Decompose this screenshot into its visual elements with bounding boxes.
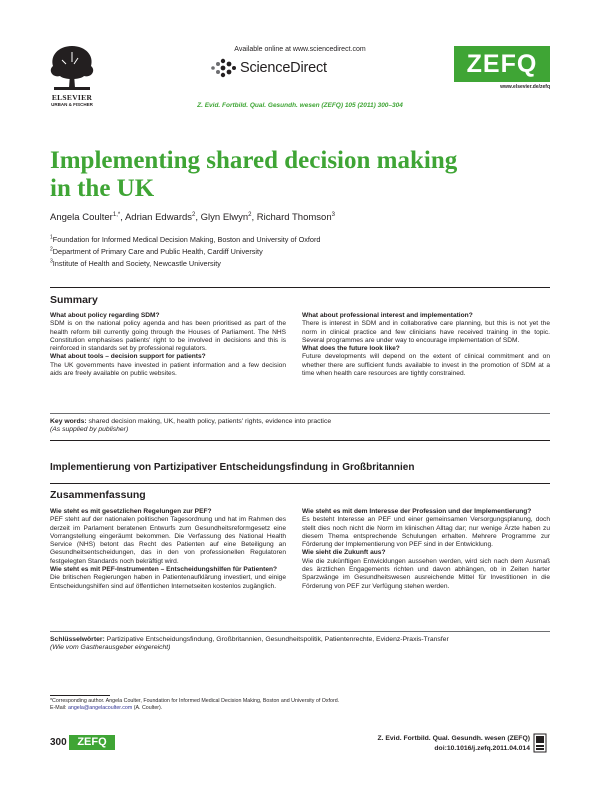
keywords-divider	[50, 631, 550, 632]
author-name: Richard Thomson	[256, 212, 332, 223]
keywords-note: (Wie vom Gastherausgeber eingereicht)	[50, 644, 171, 652]
keywords-label: Schlüsselwörter:	[50, 636, 105, 643]
doi-link[interactable]: doi:10.1016/j.zefq.2011.04.014	[434, 745, 530, 752]
author-name: Glyn Elwyn	[200, 212, 249, 223]
journal-citation: Z. Evid. Fortbild. Qual. Gesundh. wesen (ZEFQ) 105 (2011) 300–304	[197, 102, 403, 109]
title-line-2: in the UK	[50, 175, 155, 202]
summary-question: What about policy regarding SDM?	[50, 312, 160, 319]
summary-answer: Die britischen Regierungen haben in Patientenaufklärung investiert, und einige Entscheidungshilfen sind auf öffentlichen Internetseiten kostenlos zugänglich.	[50, 574, 286, 590]
summary-answer: Es besteht Interesse an PEF und einer gemeinsamen Versorgungsplanung, doch stellt dies noch nicht die Norm im klinischen Alltag dar; nur wenige Ärzte haben zu diesem Thema entsprechende Schulungen erhalten. Mehrere Programme zur Förderung der Implementierung von PEF sind in der Entwicklung.	[302, 516, 550, 549]
corresponding-author-footnote	[50, 698, 339, 712]
author-affiliation-sup: 3	[331, 211, 335, 218]
summary-question: Wie sieht die Zukunft aus?	[302, 549, 386, 557]
german-right-column	[302, 508, 550, 591]
author-affiliation-sup: 1,*	[112, 211, 121, 218]
footer-journal-name: Z. Evid. Fortbild. Qual. Gesundh. wesen (ZEFQ)	[377, 735, 530, 742]
summary-question: Wie steht es mit gesetzlichen Regelungen zur PEF?	[50, 508, 212, 515]
german-left-column	[50, 508, 286, 591]
keywords-divider	[50, 413, 550, 414]
summary-left-column	[50, 312, 286, 378]
summary-question: What does the future look like?	[302, 345, 400, 353]
summary-answer: Wie die zukünftigen Entwicklungen aussehen werden, wird sich nach dem Ausmaß des ärztlichen Engagements richten und davon abhängen, ob in Zeiten harter Sparzwänge im Gesundheitswesen ausreichende Mittel für Investitionen in die Förderung von PEF zur Verfügung stehen werden.	[302, 557, 550, 590]
affiliation-number: 2	[50, 246, 53, 253]
summary-heading: Summary	[50, 294, 98, 306]
affiliation-number: 1	[50, 234, 53, 241]
author-separator: ,	[120, 212, 125, 223]
affiliation-text: Foundation for Informed Medical Decision Making, Boston and University of Oxford	[52, 235, 321, 244]
zefq-journal-logo: ZEFQ	[454, 46, 550, 82]
page-number: 300	[50, 737, 67, 748]
keywords-label: Key words:	[50, 418, 87, 425]
sciencedirect-logo[interactable]	[210, 56, 327, 80]
affiliation	[50, 235, 320, 244]
publisher-subtitle: URBAN & FISCHER	[51, 102, 93, 107]
summary-answer: PEF steht auf der nationalen politischen Tagesordnung und hat im Rahmen des derzeit im Parlament beratenen Entwurfs zum Gesundheitsreformgesetz eine Vorrangstellung eingeräumt bekommen. Die Verfassung des National Health Service (NHS) betont das Recht des Patienten auf eine Beteiligung an Gesundheitsentscheidungen, das in den von professionellen Regulatoren festgelegten Standards noch bekräftigt wird.	[50, 516, 286, 565]
affiliation-number: 3	[50, 258, 53, 265]
sciencedirect-dots-icon	[210, 58, 236, 78]
affiliation	[50, 247, 263, 256]
author-separator: ,	[195, 212, 201, 223]
author-affiliation-sup: 2	[192, 211, 196, 218]
section-divider	[50, 440, 550, 441]
author-separator: ,	[251, 212, 257, 223]
schluesselwoerter-block	[50, 636, 550, 653]
author-name: Adrian Edwards	[124, 212, 193, 223]
author-list	[50, 212, 335, 223]
summary-answer: Future developments will depend on the extent of clinical commitment and on whether there are sufficient funds available to invest in the promotion of SDM at a time when health care resources are tightly constrained.	[302, 353, 550, 378]
section-divider	[50, 287, 550, 288]
summary-answer: The UK governments have invested in patient information and a few decision aids are freely available on public websites.	[50, 361, 286, 378]
german-title: Implementierung von Partizipativer Entscheidungsfindung in Großbritannien	[50, 462, 415, 473]
author-affiliation-sup: 2	[248, 211, 252, 218]
affiliation	[50, 259, 221, 268]
summary-right-column	[302, 312, 550, 378]
keywords-block	[50, 418, 331, 435]
crossmark-icon	[533, 733, 547, 753]
available-online-link[interactable]: Available online at www.sciencedirect.com	[234, 46, 366, 53]
email-suffix: (A. Coulter).	[133, 705, 163, 711]
keywords-text: shared decision making, UK, health policy, patients' rights, evidence into practice	[88, 418, 332, 425]
section-divider	[50, 483, 550, 484]
title-line-1: Implementing shared decision making	[50, 147, 458, 174]
summary-question: What about tools – decision support for patients?	[50, 353, 206, 361]
email-link[interactable]: angela@angelacoulter.com	[67, 705, 133, 711]
author-name: Angela Coulter	[50, 212, 113, 223]
publisher-name: ELSEVIER	[51, 93, 93, 102]
footer-zefq-logo: ZEFQ	[69, 735, 115, 750]
keywords-text: Partizipative Entscheidungsfindung, Großbritannien, Gesundheitspolitik, Patientenrechte, Evidenz-Praxis-Transfer	[106, 636, 449, 643]
zusammenfassung-heading: Zusammenfassung	[50, 489, 146, 501]
keywords-note: (As supplied by publisher)	[50, 426, 129, 434]
email-label: E-Mail:	[50, 705, 67, 711]
affiliation-text: Institute of Health and Society, Newcastle University	[52, 259, 221, 268]
summary-answer: There is interest in SDM and in collaborative care planning, but this is not yet the norm in clinical practice and few clinicians have received training in the topic. Several programmes are under way to encourage implementation of SDM.	[302, 320, 550, 344]
affiliation-text: Department of Primary Care and Public Health, Cardiff University	[52, 247, 263, 256]
summary-question: Wie steht es mit dem Interesse der Profession und der Implementierung?	[302, 508, 532, 515]
summary-question: Wie steht es mit PEF-Instrumenten – Entscheidungshilfen für Patienten?	[50, 566, 278, 574]
summary-answer: SDM is on the national policy agenda and has been prioritised as part of the health reform bill currently going through the Houses of Parliament. The NHS Constitution emphasises patients' right to be involved in decisions and this is reinforced in standards set by professional regulators.	[50, 320, 286, 353]
footnote-line: *Corresponding author. Angela Coulter, Foundation for Informed Medical Decision Making, Boston and University of Oxford.	[50, 698, 340, 704]
footnote-rule	[50, 695, 110, 696]
elsevier-tree-logo-icon	[44, 40, 100, 92]
sciencedirect-label: ScienceDirect	[240, 60, 327, 76]
summary-question: What about professional interest and implementation?	[302, 312, 473, 319]
journal-url-link[interactable]: www.elsevier.de/zefq	[500, 84, 550, 90]
article-title	[50, 147, 550, 203]
